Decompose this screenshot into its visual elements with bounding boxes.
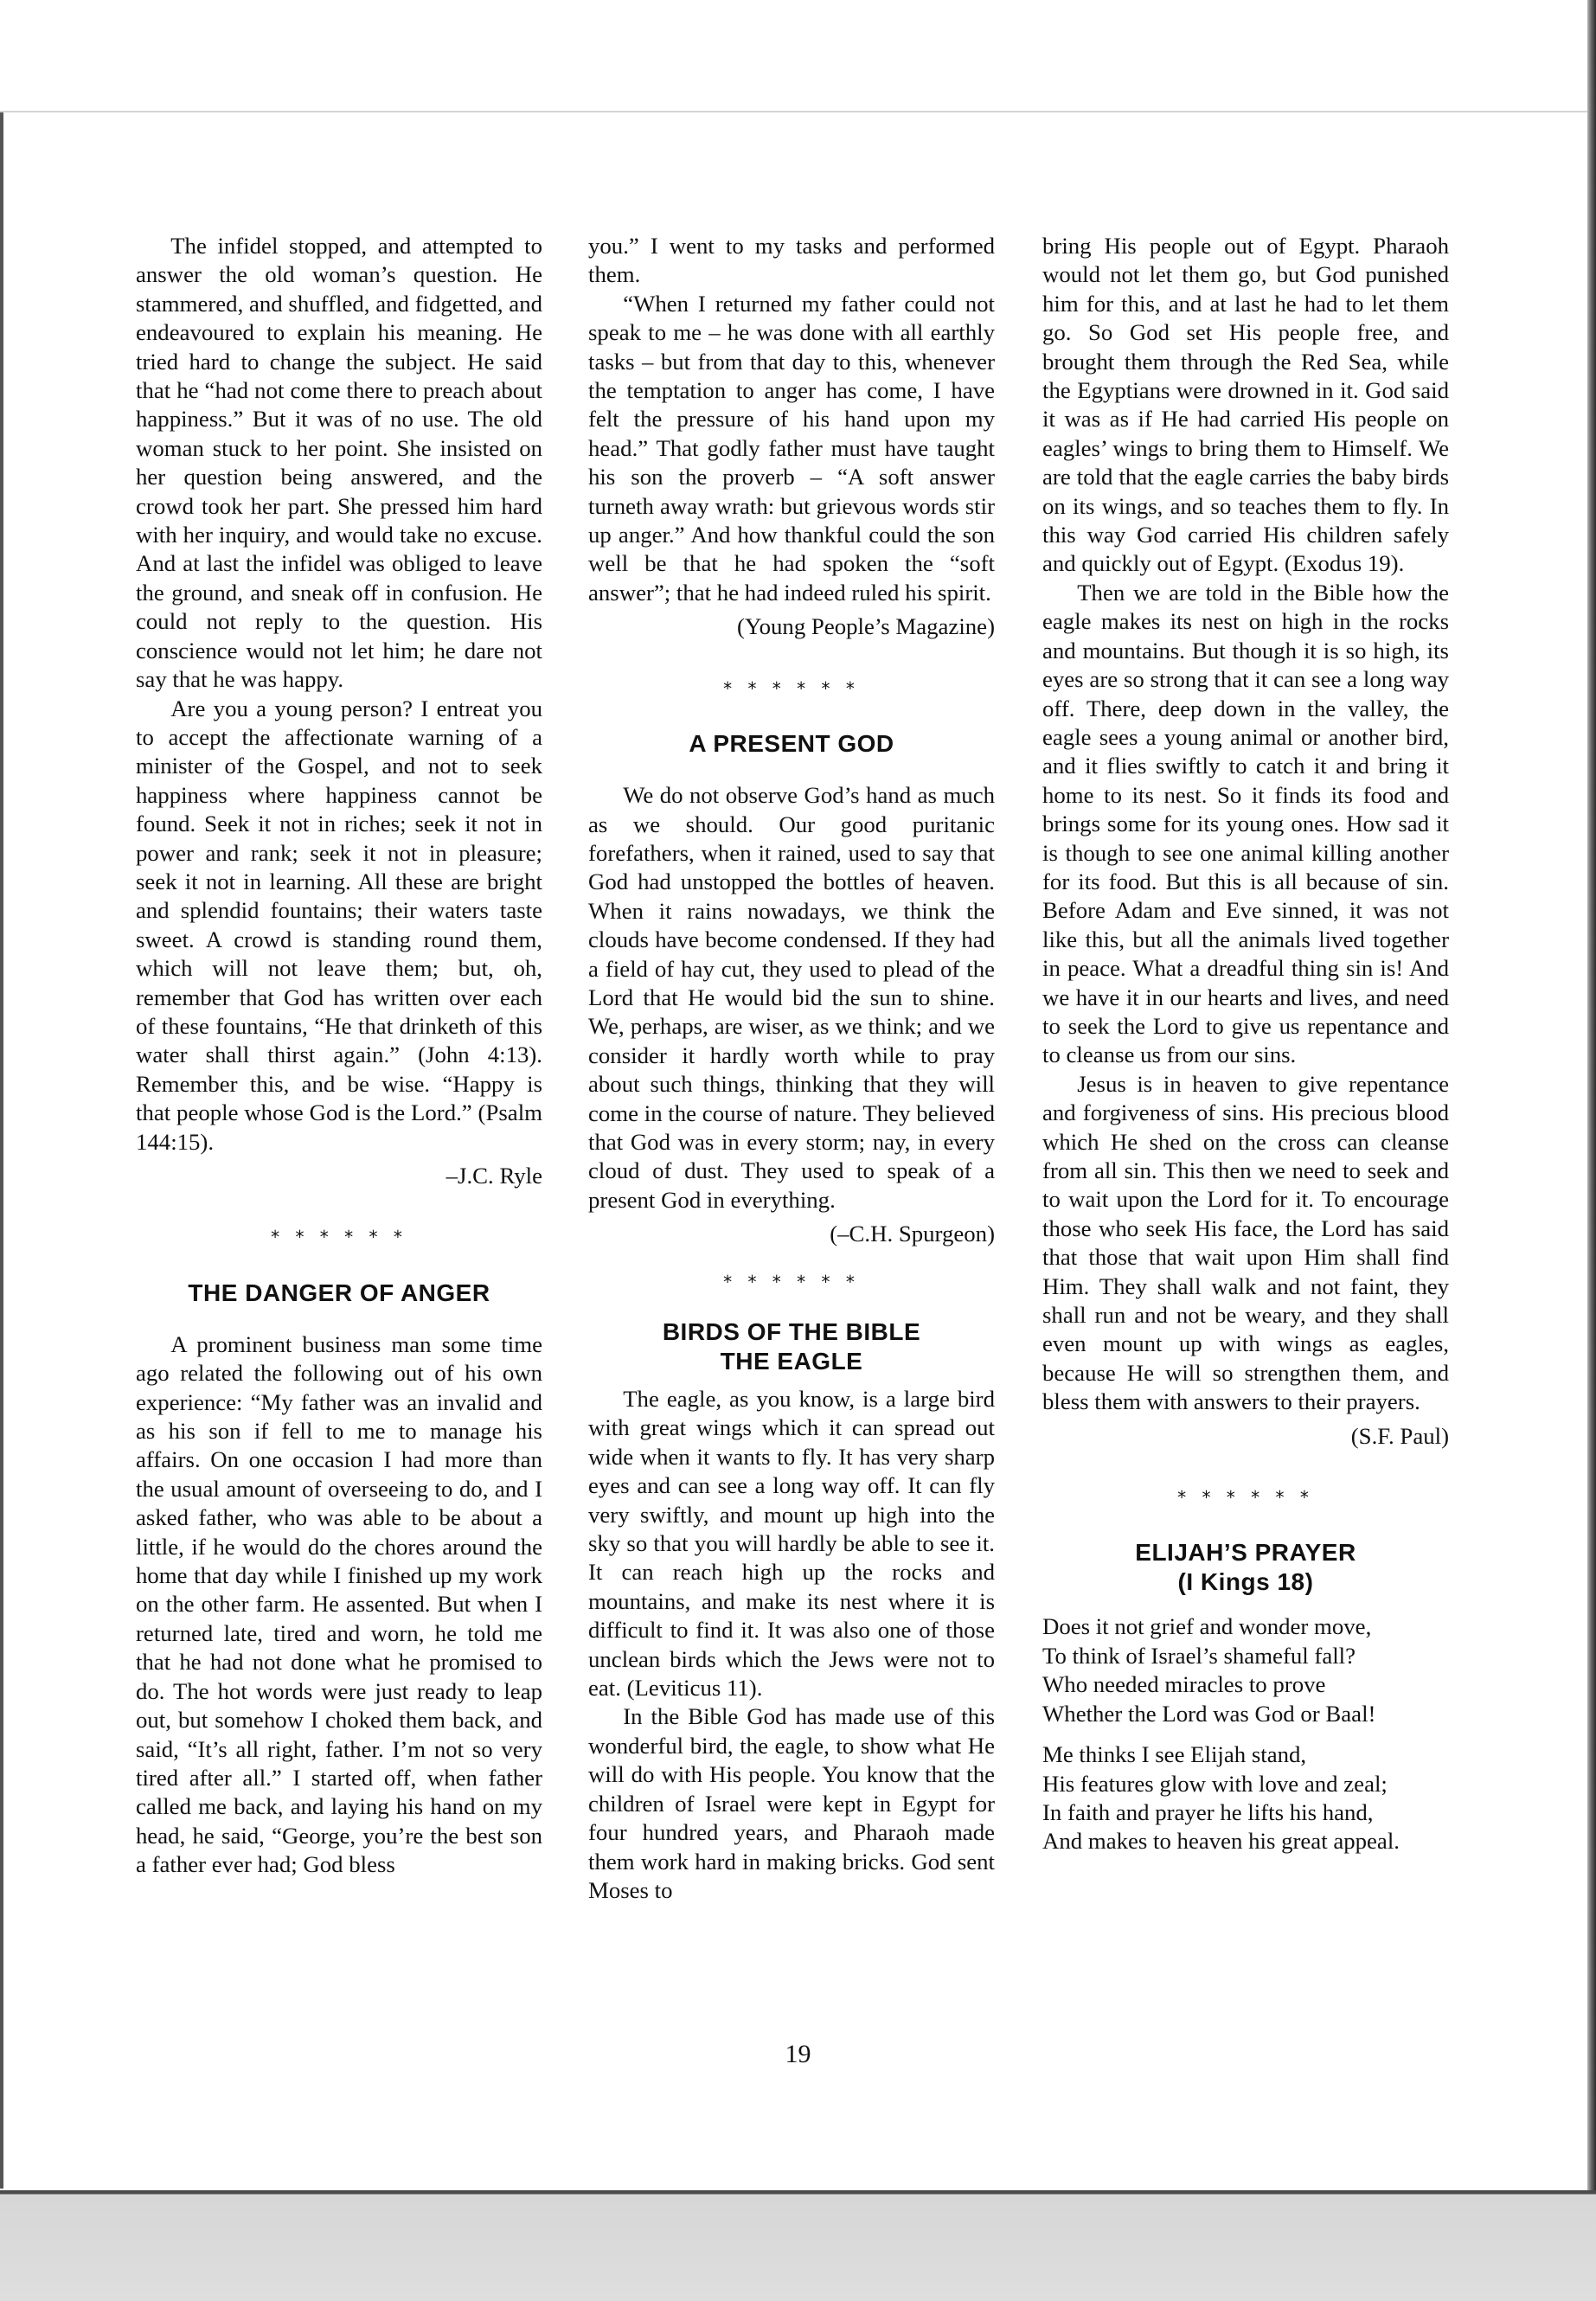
page-right-edge — [1587, 0, 1596, 2301]
poem-line: Does it not grief and wonder move, — [1042, 1613, 1372, 1640]
paragraph: “When I returned my father could not speak to me – he was done with all earthly tasks – but from that day to this, whenever the temptation to anger has come, I have felt the pressure of his hand upon my head.” That godly father must have taught his son the proverb – “A soft answer turneth away wrath: but grievous words stir up anger.” And how thankful could the son well be that he had spoken the “soft answer”; that he had indeed ruled his spirit. — [588, 290, 995, 606]
heading-birds-of-the-bible — [588, 1317, 995, 1376]
column-2 — [588, 232, 995, 1905]
paragraph: The infidel stopped, and attempted to answer the old woman’s question. He stammered, and shuffled, and fidgetted, and endeavoured to explain his meaning. He tried hard to change the subject. He said that he “had not come there to preach about happiness.” But it was of no use. The old woman stuck to her point. She insisted on her question being answered, and the crowd took her part. She pressed him hard with her inquiry, and would take no excuse. And at last the infidel was obliged to leave the ground, and sneak off in confusion. He could not reply to the question. His conscience would not let him; he dare not say that he was happy. — [136, 233, 542, 693]
poem-line: His features glow with love and zeal; — [1042, 1770, 1388, 1797]
section-divider-stars: * * * * * * — [1177, 1487, 1314, 1509]
column-1 — [136, 232, 542, 1880]
section-divider-stars: * * * * * * — [723, 1271, 860, 1292]
section-divider-stars: * * * * * * — [271, 1227, 407, 1248]
signature-ryle: –J.C. Ryle — [445, 1163, 542, 1189]
heading-danger-of-anger: THE DANGER OF ANGER — [188, 1279, 490, 1306]
source-young-peoples-magazine: (Young People’s Magazine) — [737, 613, 995, 640]
page-top-edge — [0, 111, 1596, 112]
heading-line: (I Kings 18) — [1177, 1568, 1314, 1596]
page-number: 19 — [785, 2040, 811, 2068]
paragraph: We do not observe God’s hand as much as we should. Our good puritanic forefathers, when it rained, used to say that God had unstopped the bottles of heaven. When it rains nowadays, we think the clouds have become condensed. If they had a field of hay cut, they used to plead of the Lord that He would bid the sun to shine. We, perhaps, are wiser, as we think; and we consider it hardly worth while to pray about such things, thinking that they will come in the course of nature. They believed that God was in every storm; nay, in every cloud of dust. They used to speak of a present God in everything. — [588, 782, 995, 1213]
signature-spurgeon: (–C.H. Spurgeon) — [830, 1221, 995, 1247]
heading-a-present-god: A PRESENT GOD — [689, 730, 894, 758]
page-left-edge — [0, 112, 3, 2189]
paragraph: A prominent business man some time ago related the following out of his own experience: “My father was an invalid and as his son if fell to me to manage his affairs. On one occasion I had more than the usual amount of overseeing to do, and I asked father, who was able to be about a little, if he would do the chores around the home that day while I finished up my work on the other farm. He assented. But when I returned late, tired and worn, he told me that he had not done what he promised to do. The hot words were just ready to leap out, but somehow I choked them back, and said, “It’s all right, father. I’m not so very tired after all.” I started off, when father called me back, and laying his hand on my head, he said, “George, you’re the best son a father ever had; God bless — [136, 1330, 542, 1878]
paragraph-continued: you.” I went to my tasks and performed them. — [588, 233, 995, 288]
column-3 — [1042, 232, 1449, 1868]
page-bottom-edge — [0, 2190, 1596, 2301]
paragraph-continued: bring His people out of Egypt. Pharaoh would not let them go, but God punished him for this, and at last he had to let them go. So God set His people free, and brought them through the Red Sea, while the Egyptians were drowned in it. God said it was as if He had carried His people on eagles’ wings to bring them to Himself. We are told that the eagle carries the baby birds on its wings, and so teaches them to fly. In this way God carried His children safely and quickly out of Egypt. (Exodus 19). — [1042, 233, 1449, 577]
poem-line: Who needed miracles to prove — [1042, 1671, 1326, 1698]
paragraph: Are you a young person? I entreat you to accept the affectionate warning of a minister of the Gospel, and not to seek happiness where happiness cannot be found. Seek it not in riches; seek it not in power and rank; seek it not in pleasure; seek it not in learning. All these are bright and splendid fountains; their waters taste sweet. A crowd is standing round them, which will not leave them; but, oh, remember that God has written over each of these fountains, “He that drinketh of this water shall thirst again.” (John 4:13). Remember this, and be wise. “Happy is that people whose God is the Lord.” (Psalm 144:15). — [136, 695, 542, 1155]
heading-elijahs-prayer — [1042, 1538, 1449, 1597]
poem-line: To think of Israel’s shameful fall? — [1042, 1642, 1356, 1669]
poem-line: Whether the Lord was God or Baal! — [1042, 1700, 1376, 1727]
paragraph: Jesus is in heaven to give repentance and forgiveness of sins. His precious blood which He shed on the cross can cleanse from all sin. This then we need to seek and to wait upon the Lord for it. To encourage those who seek His face, the Lord has said that those that wait upon Him shall find Him. They shall walk and not faint, they shall run and not be weary, and they shall even mount up with wings as eagles, because He will so strengthen them, and bless them with answers to their prayers. — [1042, 1070, 1449, 1415]
heading-line: THE EAGLE — [720, 1348, 863, 1375]
poem-stanza-1 — [1042, 1612, 1449, 1728]
section-divider-stars: * * * * * * — [723, 677, 860, 699]
poem-line: In faith and prayer he lifts his hand, — [1042, 1798, 1374, 1825]
poem-line: And makes to heaven his great appeal. — [1042, 1828, 1400, 1855]
poem-line: Me thinks I see Elijah stand, — [1042, 1741, 1307, 1768]
paragraph: Then we are told in the Bible how the eagle makes its nest on high in the rocks and mountains. But though it is so high, its eyes are so strong that it can see a long way off. There, deep down in the valley, the eagle sees a young animal or another bird, and it flies swiftly to catch it and bring it home to its nest. So it finds its food and brings some for its young ones. How sad it is though to see one animal killing another for its food. But this is all because of sin. Before Adam and Eve sinned, it was not like this, but all the animals lived together in peace. What a dreadful thing sin is! And we have it in our hearts and lives, and need to seek the Lord to give us repentance and to cleanse us from our sins. — [1042, 579, 1449, 1068]
paragraph: In the Bible God has made use of this wonderful bird, the eagle, to show what He will do with His people. You know that the children of Israel were kept in Egypt for four hundred years, and Pharaoh made them work hard in making bricks. God sent Moses to — [588, 1703, 995, 1903]
paragraph: The eagle, as you know, is a large bird with great wings which it can spread out wide when it wants to fly. It has very sharp eyes and can see a long way off. It can fly very swiftly, and mount up high into the sky so that you will hardly be able to see it. It can reach high up the rocks and mountains, and make its nest where it is difficult to find it. It was also one of those unclean birds which the Jews were not to eat. (Leviticus 11). — [588, 1386, 995, 1702]
heading-line: BIRDS OF THE BIBLE — [662, 1318, 921, 1345]
signature-paul: (S.F. Paul) — [1350, 1422, 1449, 1449]
heading-line: ELIJAH’S PRAYER — [1135, 1539, 1356, 1567]
poem-stanza-2 — [1042, 1740, 1449, 1856]
